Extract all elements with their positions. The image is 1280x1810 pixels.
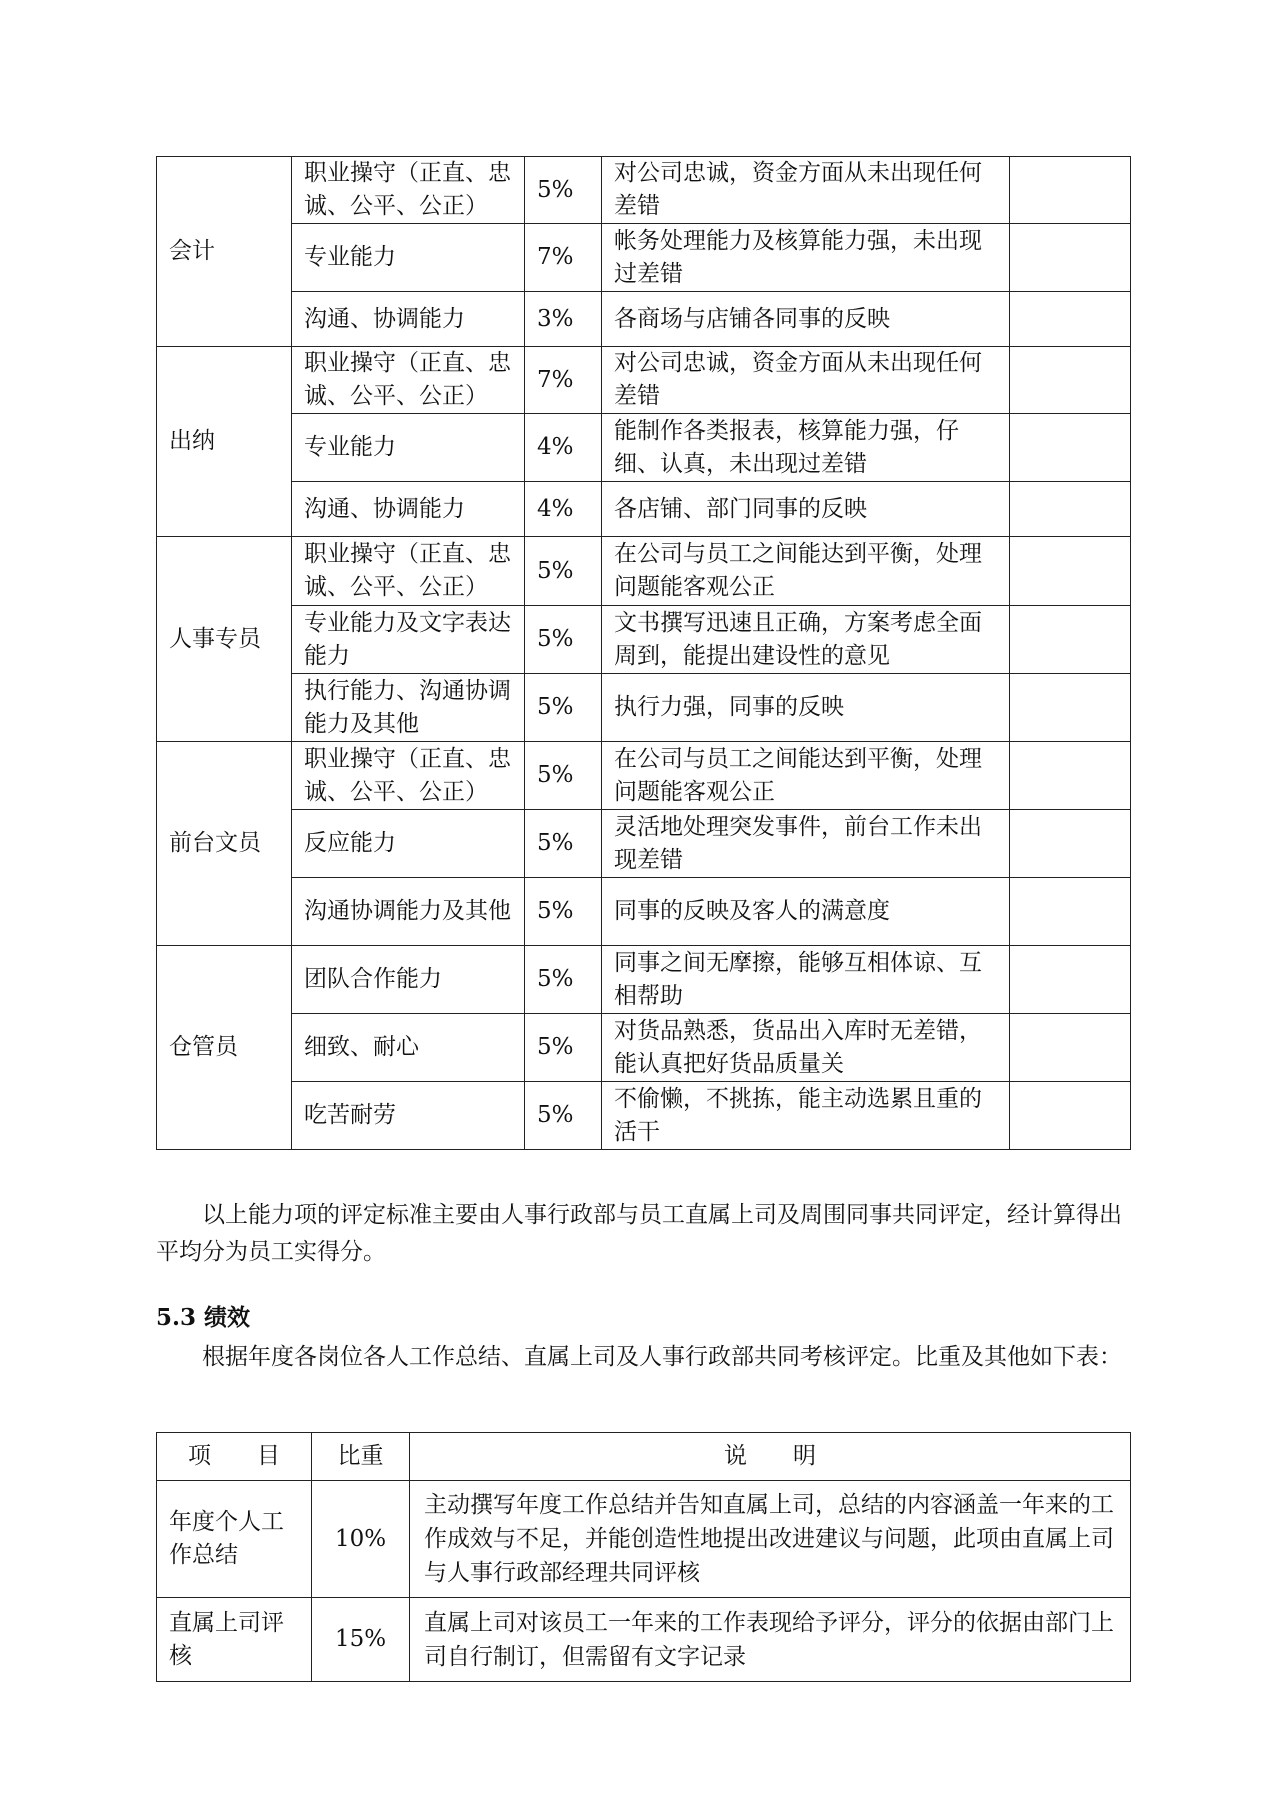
note-cell <box>1010 674 1131 742</box>
standard-cell: 同事之间无摩擦，能够互相体谅、互相帮助 <box>602 946 1010 1014</box>
standard-cell: 帐务处理能力及核算能力强，未出现过差错 <box>602 224 1010 292</box>
table-row <box>157 878 1131 946</box>
table-row <box>157 742 1131 810</box>
position-cell: 仓管员 <box>157 946 292 1150</box>
ability-item-cell: 职业操守（正直、忠诚、公平、公正） <box>292 537 525 606</box>
table-row <box>157 482 1131 537</box>
ability-item-cell: 沟通、协调能力 <box>292 482 525 537</box>
header-description: 说 明 <box>410 1433 1131 1481</box>
standard-cell: 对公司忠诚，资金方面从未出现任何差错 <box>602 347 1010 414</box>
table-row <box>157 1481 1131 1598</box>
ability-item-cell: 反应能力 <box>292 810 525 878</box>
table-row <box>157 347 1131 414</box>
ability-summary-paragraph: 以上能力项的评定标准主要由人事行政部与员工直属上司及周围同事共同评定，经计算得出平均分为员工实得分。 <box>156 1202 1122 1265</box>
table-row <box>157 414 1131 482</box>
weight-cell: 5% <box>525 810 602 878</box>
standard-cell: 文书撰写迅速且正确，方案考虑全面周到，能提出建设性的意见 <box>602 606 1010 674</box>
table-row <box>157 224 1131 292</box>
standard-cell: 各商场与店铺各同事的反映 <box>602 292 1010 347</box>
row-description: 主动撰写年度工作总结并告知直属上司，总结的内容涵盖一年来的工作成效与不足，并能创造性地提出改进建议与问题，此项由直属上司与人事行政部经理共同评核 <box>410 1481 1131 1598</box>
ability-item-cell: 职业操守（正直、忠诚、公平、公正） <box>292 742 525 810</box>
note-cell <box>1010 810 1131 878</box>
note-cell <box>1010 482 1131 537</box>
table-row <box>157 1082 1131 1150</box>
row-item: 直属上司评核 <box>157 1598 312 1682</box>
ability-item-cell: 专业能力及文字表达能力 <box>292 606 525 674</box>
table-row <box>157 537 1131 606</box>
note-cell <box>1010 537 1131 606</box>
table-row <box>157 157 1131 224</box>
position-cell: 会计 <box>157 157 292 347</box>
header-weight: 比重 <box>312 1433 410 1481</box>
note-cell <box>1010 224 1131 292</box>
weight-cell: 4% <box>525 414 602 482</box>
ability-item-cell: 沟通、协调能力 <box>292 292 525 347</box>
weight-cell: 5% <box>525 1082 602 1150</box>
row-weight: 10% <box>312 1481 410 1598</box>
row-item: 年度个人工作总结 <box>157 1481 312 1598</box>
weight-cell: 5% <box>525 878 602 946</box>
table-row <box>157 1598 1131 1682</box>
ability-item-cell: 团队合作能力 <box>292 946 525 1014</box>
weight-cell: 7% <box>525 347 602 414</box>
ability-item-cell: 细致、耐心 <box>292 1014 525 1082</box>
performance-intro-paragraph: 根据年度各岗位各人工作总结、直属上司及人事行政部共同考核评定。比重及其他如下表： <box>202 1344 1122 1370</box>
position-cell: 出纳 <box>157 347 292 537</box>
note-cell <box>1010 742 1131 810</box>
note-cell <box>1010 292 1131 347</box>
row-description: 直属上司对该员工一年来的工作表现给予评分，评分的依据由部门上司自行制订，但需留有文字记录 <box>410 1598 1131 1682</box>
weight-cell: 5% <box>525 742 602 810</box>
weight-cell: 5% <box>525 674 602 742</box>
performance-table <box>156 1432 1131 1682</box>
note-cell <box>1010 878 1131 946</box>
ability-table <box>156 156 1131 1150</box>
position-cell: 前台文员 <box>157 742 292 946</box>
weight-cell: 5% <box>525 946 602 1014</box>
standard-cell: 在公司与员工之间能达到平衡，处理问题能客观公正 <box>602 742 1010 810</box>
table-row <box>157 1014 1131 1082</box>
standard-cell: 能制作各类报表，核算能力强，仔细、认真，未出现过差错 <box>602 414 1010 482</box>
section-heading: 5.3 绩效 <box>156 1304 251 1331</box>
note-cell <box>1010 414 1131 482</box>
weight-cell: 5% <box>525 157 602 224</box>
weight-cell: 5% <box>525 606 602 674</box>
note-cell <box>1010 1082 1131 1150</box>
standard-cell: 灵活地处理突发事件，前台工作未出现差错 <box>602 810 1010 878</box>
ability-item-cell: 职业操守（正直、忠诚、公平、公正） <box>292 347 525 414</box>
note-cell <box>1010 606 1131 674</box>
table-row <box>157 606 1131 674</box>
ability-item-cell: 执行能力、沟通协调能力及其他 <box>292 674 525 742</box>
weight-cell: 7% <box>525 224 602 292</box>
header-item: 项 目 <box>157 1433 312 1481</box>
table-row <box>157 674 1131 742</box>
weight-cell: 4% <box>525 482 602 537</box>
note-cell <box>1010 347 1131 414</box>
note-cell <box>1010 157 1131 224</box>
table-row <box>157 292 1131 347</box>
standard-cell: 对货品熟悉，货品出入库时无差错，能认真把好货品质量关 <box>602 1014 1010 1082</box>
weight-cell: 5% <box>525 1014 602 1082</box>
standard-cell: 执行力强，同事的反映 <box>602 674 1010 742</box>
ability-item-cell: 吃苦耐劳 <box>292 1082 525 1150</box>
ability-item-cell: 专业能力 <box>292 414 525 482</box>
standard-cell: 同事的反映及客人的满意度 <box>602 878 1010 946</box>
ability-item-cell: 职业操守（正直、忠诚、公平、公正） <box>292 157 525 224</box>
weight-cell: 5% <box>525 537 602 606</box>
standard-cell: 各店铺、部门同事的反映 <box>602 482 1010 537</box>
note-cell <box>1010 1014 1131 1082</box>
ability-item-cell: 专业能力 <box>292 224 525 292</box>
weight-cell: 3% <box>525 292 602 347</box>
ability-item-cell: 沟通协调能力及其他 <box>292 878 525 946</box>
standard-cell: 不偷懒，不挑拣，能主动选累且重的活干 <box>602 1082 1010 1150</box>
standard-cell: 在公司与员工之间能达到平衡，处理问题能客观公正 <box>602 537 1010 606</box>
table-row <box>157 810 1131 878</box>
table-row <box>157 946 1131 1014</box>
performance-header-row <box>157 1433 1131 1481</box>
position-cell: 人事专员 <box>157 537 292 742</box>
row-weight: 15% <box>312 1598 410 1682</box>
note-cell <box>1010 946 1131 1014</box>
standard-cell: 对公司忠诚，资金方面从未出现任何差错 <box>602 157 1010 224</box>
